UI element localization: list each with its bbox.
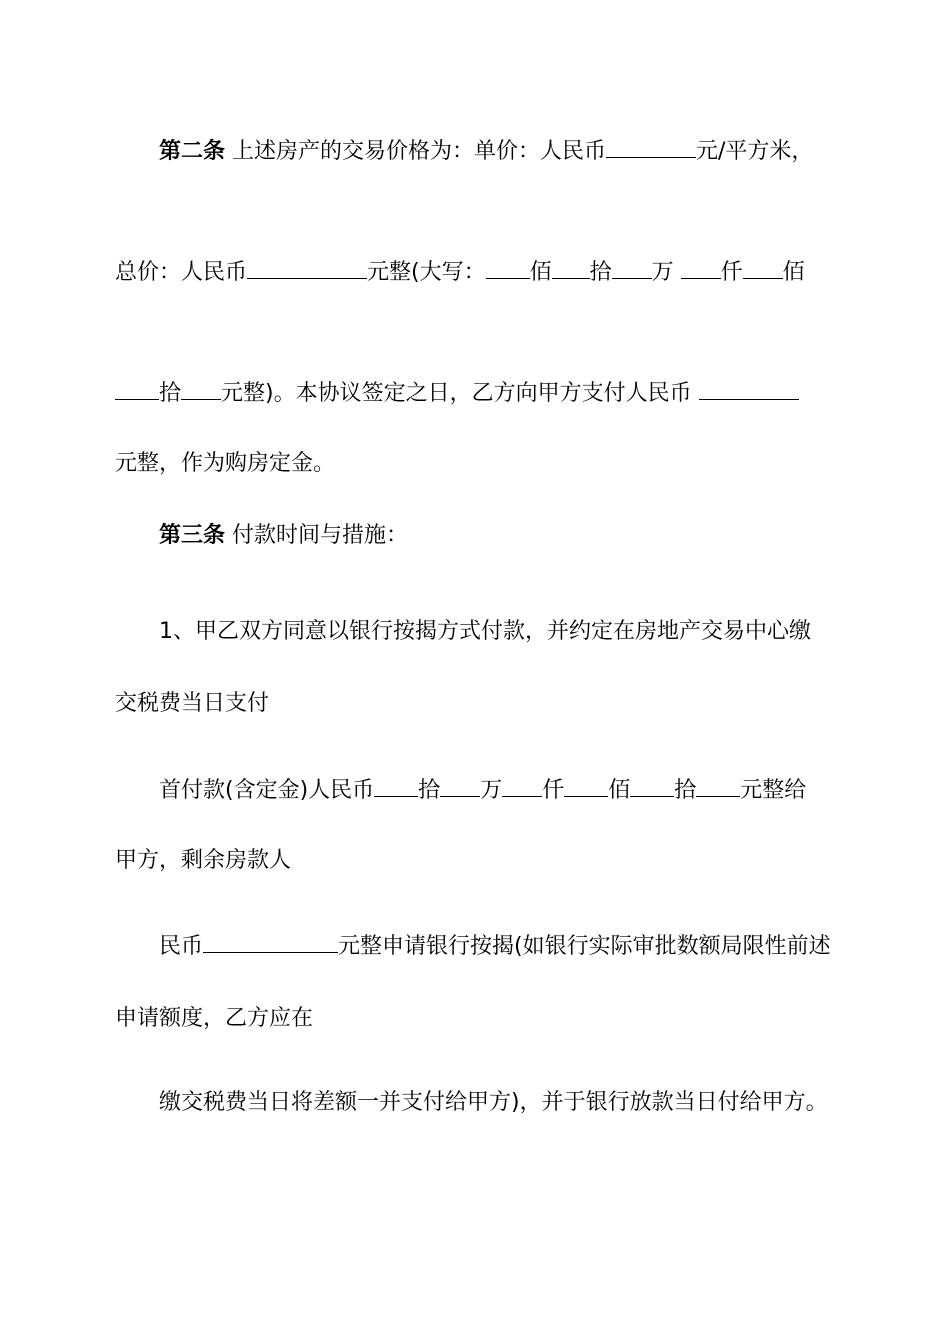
blank xyxy=(502,774,542,797)
unit-shi: 拾 xyxy=(159,381,182,406)
blank xyxy=(564,774,608,797)
loan-currency-label: 民币 xyxy=(159,934,204,959)
unit-wan: 万 xyxy=(651,260,674,285)
loan-application-text: 元整申请银行按揭(如银行实际审批数额局限性前述 xyxy=(338,934,831,959)
payment-timing-text: 交税费当日支付 xyxy=(115,691,270,716)
article3-p1-line2 xyxy=(115,689,855,719)
total-price-blank xyxy=(247,256,367,279)
blank xyxy=(486,256,530,279)
uppercase-label: 元整(大写： xyxy=(367,260,486,285)
unit-price-unit: 元/平方米， xyxy=(696,139,814,164)
deposit-text: 元整)。本协议签定之日，乙方向甲方支付人民币 xyxy=(221,381,692,406)
article3-p3-line2 xyxy=(115,1004,855,1034)
article2-line4 xyxy=(115,449,855,479)
blank xyxy=(115,377,159,400)
unit-shi: 拾 xyxy=(589,260,612,285)
article3-p4-line1 xyxy=(159,1088,859,1118)
down-payment-end: 元整给 xyxy=(740,778,807,803)
article2-line3 xyxy=(115,377,855,407)
deposit-purpose: 元整，作为购房定金。 xyxy=(115,451,336,476)
unit-bai: 佰 xyxy=(608,778,631,803)
article2-line1 xyxy=(159,135,859,165)
unit-bai: 佰 xyxy=(782,260,805,285)
unit-qian: 仟 xyxy=(720,260,743,285)
difference-payment-text: 缴交税费当日将差额一并支付给甲方)，并于银行放款当日付给甲方。 xyxy=(159,1090,828,1115)
payment-method-text: 1、甲乙双方同意以银行按揭方式付款，并约定在房地产交易中心缴 xyxy=(159,619,811,644)
unit-bai: 佰 xyxy=(529,260,552,285)
blank xyxy=(440,774,480,797)
blank xyxy=(743,256,783,279)
unit-shi: 拾 xyxy=(418,778,441,803)
unit-shi: 拾 xyxy=(674,778,697,803)
article2-line1-text: 上述房产的交易价格为：单价：人民币 xyxy=(225,139,607,164)
loan-limit-text: 申请额度，乙方应在 xyxy=(115,1006,314,1031)
total-price-label: 总价：人民币 xyxy=(115,260,248,285)
article2-heading: 第二条 xyxy=(159,139,226,164)
blank xyxy=(612,256,652,279)
article3-heading-line xyxy=(159,521,859,551)
down-payment-label: 首付款(含定金)人民币 xyxy=(159,778,375,803)
blank xyxy=(681,256,721,279)
article3-p2-line1 xyxy=(159,774,859,804)
article3-heading: 第三条 xyxy=(159,523,226,548)
remaining-payment-text: 甲方，剩余房款人 xyxy=(115,848,292,873)
unit-wan: 万 xyxy=(480,778,503,803)
article3-p1-line1 xyxy=(159,617,859,647)
blank xyxy=(630,774,674,797)
deposit-amount-blank xyxy=(699,377,799,400)
article2-line2 xyxy=(115,256,855,286)
blank xyxy=(552,256,590,279)
unit-qian: 仟 xyxy=(542,778,565,803)
blank xyxy=(374,774,418,797)
article3-p3-line1 xyxy=(159,930,859,960)
blank xyxy=(696,774,740,797)
loan-amount-blank xyxy=(203,930,338,953)
blank xyxy=(181,377,221,400)
article3-p2-line2 xyxy=(115,846,855,876)
article3-heading-text: 付款时间与措施： xyxy=(225,523,409,548)
unit-price-blank xyxy=(606,135,696,158)
